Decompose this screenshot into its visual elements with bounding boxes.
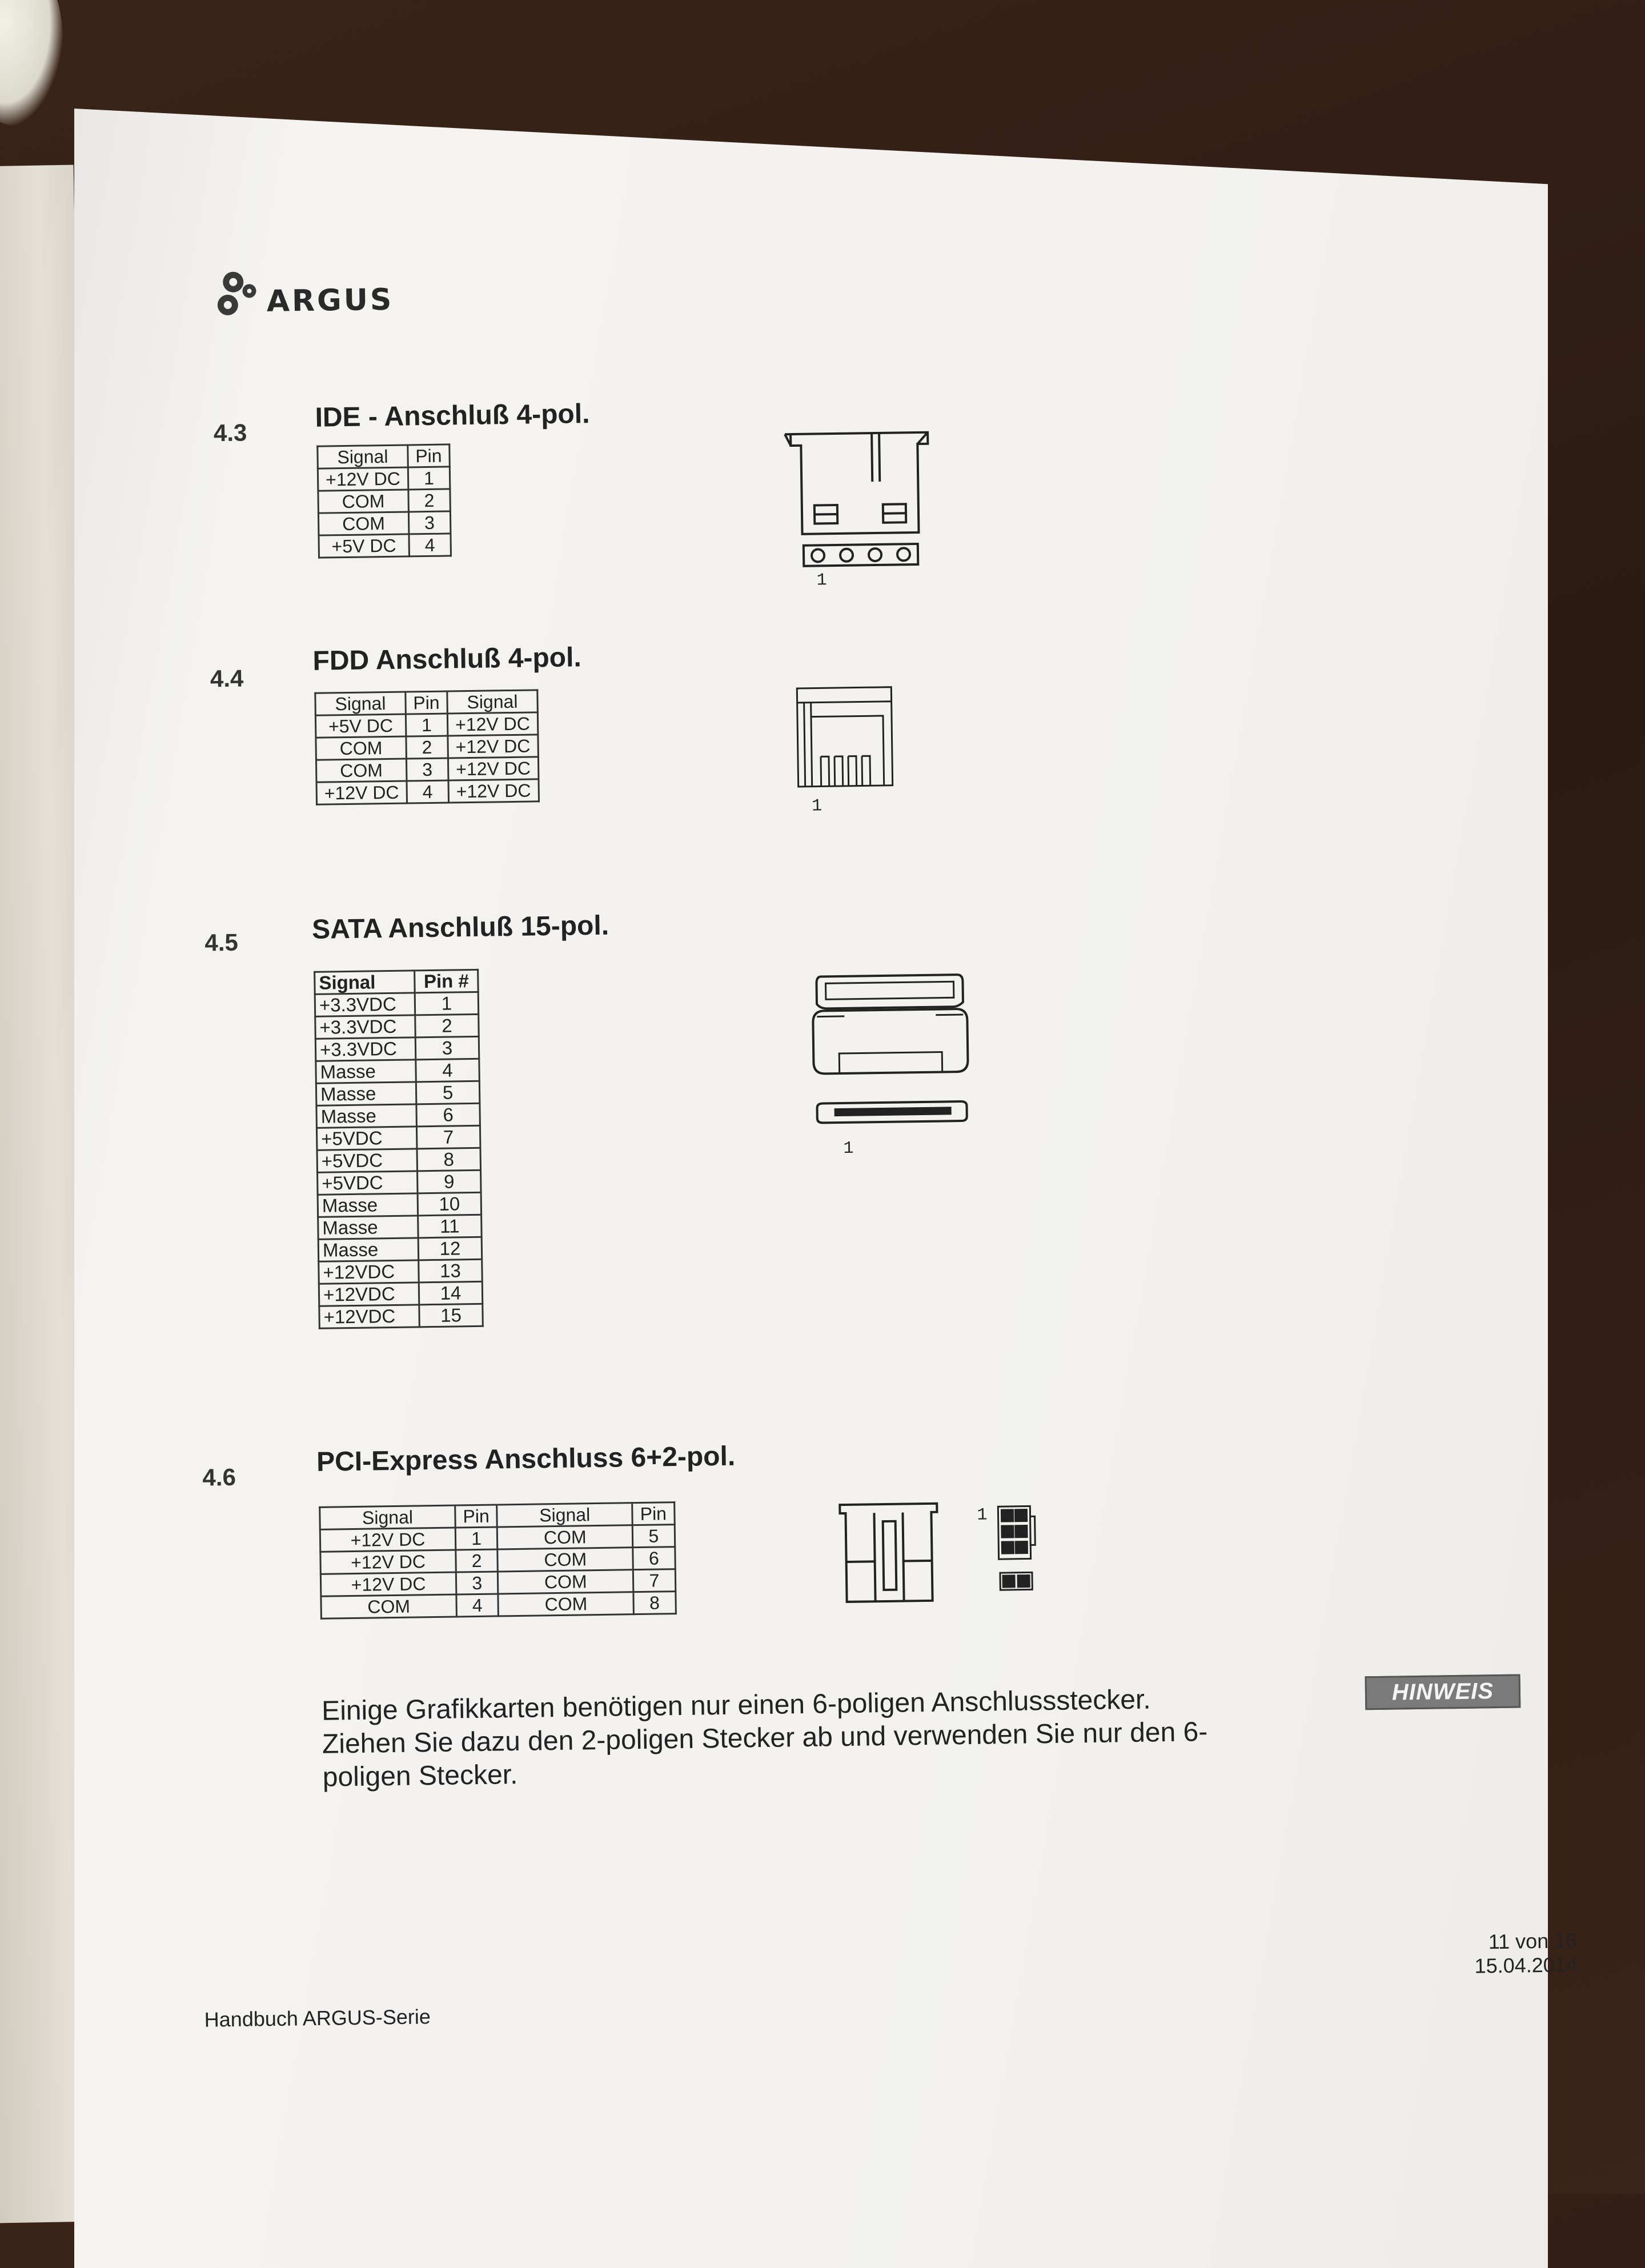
table-cell: COM: [316, 736, 406, 760]
table-cell: 11: [418, 1215, 482, 1238]
sata-pin1-label: 1: [843, 1139, 854, 1159]
table-header: Signal: [497, 1503, 633, 1527]
print-date: 15.04.2014: [1474, 1953, 1578, 1978]
note-line: Einige Grafikkarten benötigen nur einen 6-poligen Anschlussstecker.: [321, 1684, 1152, 1726]
table-header: Pin #: [415, 969, 479, 993]
argus-logo: [211, 263, 394, 322]
table-cell: 4: [416, 1059, 480, 1082]
ide-connector-diagram: [785, 427, 936, 578]
table-cell: +3.3VDC: [315, 1037, 416, 1061]
ide-pin-table: [316, 443, 452, 558]
table-cell: Masse: [318, 1193, 418, 1217]
table-cell: 1: [406, 714, 448, 736]
table-header: Signal: [315, 971, 415, 994]
table-cell: COM: [498, 1570, 634, 1594]
footer-page-info: [1474, 1929, 1578, 1978]
table-cell: 1: [408, 467, 450, 490]
pcie-pin1-label: 1: [977, 1505, 988, 1525]
table-cell: Masse: [316, 1104, 417, 1128]
table-header: Signal: [320, 1505, 456, 1529]
table-cell: +5VDC: [317, 1149, 418, 1172]
table-header: Signal: [318, 445, 408, 468]
footer-title: Handbuch ARGUS-Serie: [204, 2005, 431, 2031]
table-cell: COM: [318, 512, 408, 535]
table-cell: 2: [415, 1014, 479, 1037]
pcie-connector-front-diagram: [997, 1505, 1044, 1591]
table-cell: 6: [633, 1547, 675, 1570]
table-cell: 15: [419, 1304, 483, 1327]
table-cell: +12V DC: [320, 1550, 456, 1574]
table-cell: 3: [415, 1036, 479, 1060]
table-header: Pin: [632, 1502, 675, 1525]
table-cell: 6: [416, 1103, 480, 1127]
table-cell: COM: [497, 1548, 633, 1572]
section-title-ide: IDE - Anschluß 4-pol.: [315, 399, 590, 433]
table-cell: 2: [408, 489, 451, 512]
table-cell: +12V DC: [320, 1572, 456, 1596]
table-header: Pin: [408, 444, 450, 467]
sata-pin-table: [314, 969, 484, 1329]
section-title-sata: SATA Anschluß 15-pol.: [311, 910, 609, 945]
table-cell: 4: [409, 534, 451, 556]
table-cell: +12V DC: [448, 779, 539, 803]
table-cell: Masse: [316, 1082, 416, 1105]
table-cell: +12V DC: [318, 467, 408, 491]
table-cell: 3: [406, 758, 448, 781]
fdd-pin1-label: 1: [811, 796, 822, 816]
table-cell: 5: [632, 1525, 675, 1548]
table-cell: +5V DC: [319, 534, 409, 558]
section-number-ide: 4.3: [213, 419, 247, 447]
table-cell: Masse: [316, 1060, 416, 1083]
table-cell: +12VDC: [319, 1260, 419, 1284]
table-cell: 7: [633, 1569, 676, 1592]
sata-connector-diagram: [809, 975, 972, 1137]
table-cell: +12V DC: [448, 735, 538, 758]
table-cell: 5: [416, 1081, 480, 1104]
table-cell: 4: [407, 780, 449, 803]
table-cell: 12: [418, 1237, 482, 1260]
table-cell: 3: [408, 511, 451, 534]
table-header: Pin: [455, 1505, 497, 1528]
ide-pin1-label: 1: [816, 571, 827, 591]
pcie-connector-side-diagram: [840, 1504, 941, 1605]
table-cell: +12VDC: [319, 1283, 419, 1306]
table-cell: 14: [419, 1281, 483, 1305]
table-cell: Masse: [318, 1216, 419, 1239]
page-number: 11 von 16: [1488, 1929, 1578, 1954]
table-cell: +5VDC: [316, 1127, 417, 1150]
table-cell: COM: [321, 1594, 457, 1618]
table-cell: +12VDC: [319, 1305, 420, 1328]
section-number-sata: 4.5: [204, 928, 239, 956]
table-cell: +12V DC: [448, 757, 538, 780]
table-cell: 1: [455, 1527, 497, 1550]
section-title-fdd: FDD Anschluß 4-pol.: [312, 642, 582, 676]
table-cell: +3.3VDC: [315, 1015, 416, 1039]
table-cell: COM: [316, 759, 406, 782]
table-cell: +12V DC: [320, 1528, 456, 1552]
table-cell: 2: [456, 1549, 498, 1572]
table-cell: 2: [406, 736, 448, 759]
table-cell: 8: [633, 1592, 676, 1614]
argus-logo-icon: [211, 265, 263, 322]
table-cell: 7: [416, 1125, 480, 1149]
table-header: Pin: [406, 691, 448, 714]
table-cell: COM: [497, 1525, 633, 1549]
table-cell: 4: [456, 1594, 499, 1617]
fdd-pin-table: [314, 689, 539, 805]
hinweis-badge: HINWEIS: [1365, 1674, 1521, 1710]
section-number-fdd: 4.4: [210, 664, 244, 692]
table-header: Signal: [315, 692, 406, 715]
table-cell: 8: [417, 1148, 481, 1171]
note-line: poligen Stecker.: [322, 1760, 518, 1793]
table-cell: 3: [456, 1572, 498, 1594]
table-cell: +12V DC: [447, 712, 537, 736]
note-line: Ziehen Sie dazu den 2-poligen Stecker ab und verwenden Sie nur den 6-: [322, 1717, 1208, 1760]
table-cell: 1: [415, 992, 479, 1015]
logo-text: ARGUS: [266, 282, 394, 319]
table-cell: +5V DC: [315, 714, 406, 738]
table-cell: +5VDC: [318, 1171, 418, 1195]
fdd-connector-diagram: [797, 687, 901, 791]
table-cell: +3.3VDC: [315, 993, 415, 1016]
table-cell: COM: [318, 490, 408, 513]
note-text: [322, 1681, 1339, 1794]
section-number-pcie: 4.6: [202, 1463, 236, 1491]
table-cell: COM: [498, 1592, 634, 1616]
table-cell: 13: [419, 1259, 483, 1283]
table-cell: 9: [418, 1170, 482, 1193]
pcie-pin-table: [319, 1501, 676, 1620]
table-cell: +12V DC: [316, 781, 407, 804]
table-header: Signal: [447, 690, 537, 714]
table-cell: 10: [418, 1192, 482, 1216]
section-title-pcie: PCI-Express Anschluss 6+2-pol.: [316, 1441, 736, 1477]
table-cell: Masse: [318, 1238, 419, 1261]
